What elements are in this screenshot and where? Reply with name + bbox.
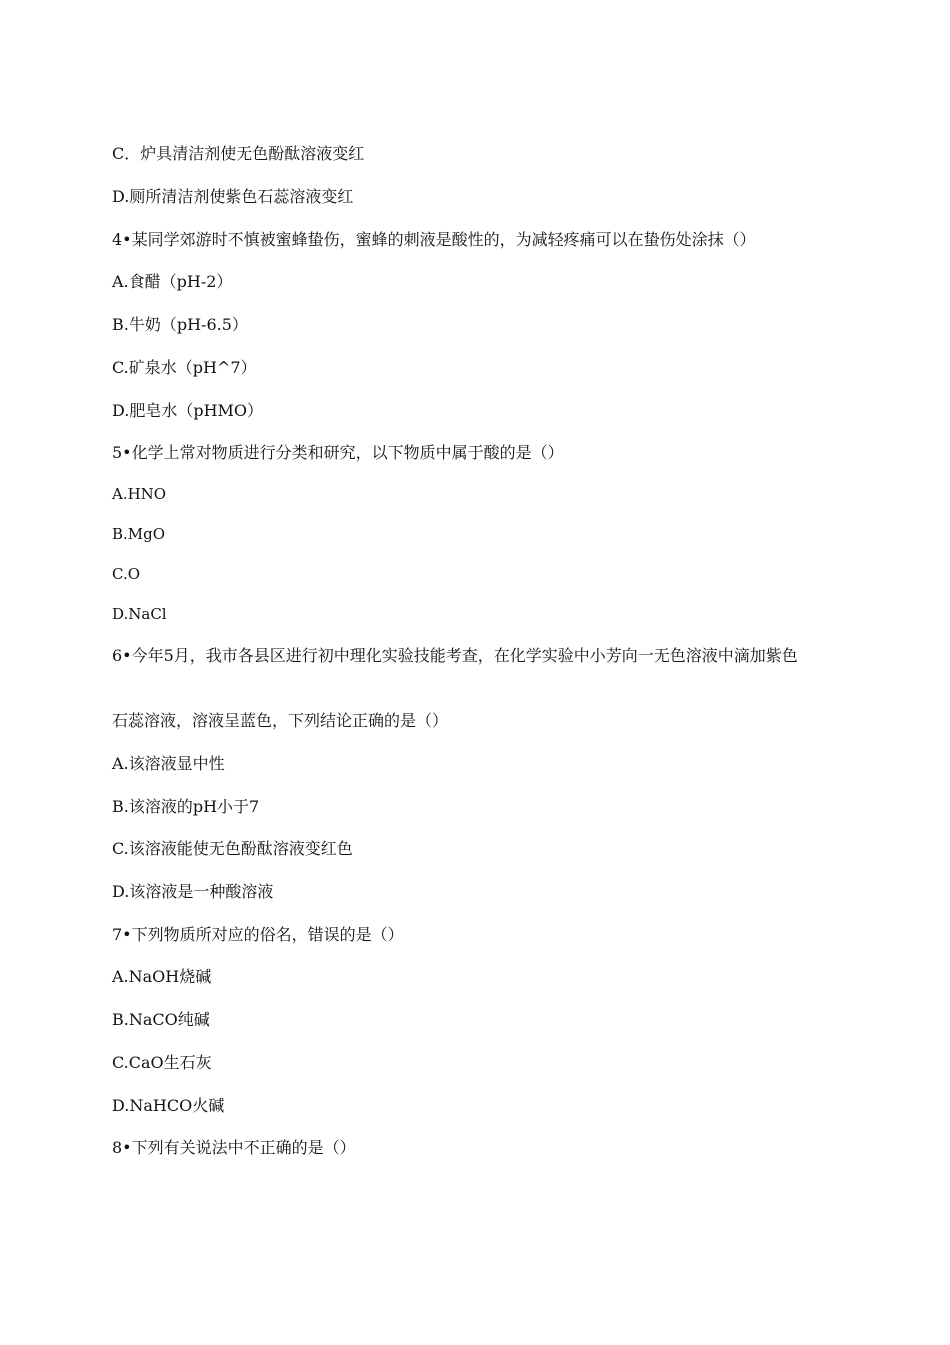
q6-option-a: A.该溶液显中性 — [112, 754, 225, 773]
q4-option-c: C.矿泉水（pH^7） — [112, 358, 257, 377]
q7-option-a: A.NaOH烧碱 — [112, 967, 212, 986]
q5-option-d: D.NaCl — [112, 605, 167, 623]
q4-option-b: B.牛奶（pH-6.5） — [112, 315, 248, 334]
q5-option-c: C.O — [112, 565, 141, 583]
option-d-toilet-cleaner: D.厕所清洁剂使紫色石蕊溶液变红 — [112, 187, 354, 206]
q7-option-b: B.NaCO纯碱 — [112, 1010, 210, 1029]
q6-option-d: D.该溶液是一种酸溶液 — [112, 882, 274, 901]
question-5: 5•化学上常对物质进行分类和研究，以下物质中属于酸的是（） — [112, 443, 564, 462]
question-6-continued: 石蕊溶液，溶液呈蓝色，下列结论正确的是（） — [112, 711, 449, 730]
option-c-stove-cleaner: C．炉具清洁剂使无色酚酞溶液变红 — [112, 144, 365, 163]
question-7: 7•下列物质所对应的俗名，错误的是（） — [112, 925, 404, 944]
q6-option-c: C.该溶液能使无色酚酞溶液变红色 — [112, 839, 353, 858]
q4-option-a: A.食醋（pH-2） — [112, 272, 233, 291]
q5-option-a: A.HNO — [112, 485, 167, 503]
q6-option-b: B.该溶液的pH小于7 — [112, 797, 260, 816]
q7-option-d: D.NaHCO火碱 — [112, 1096, 225, 1115]
q5-option-b: B.MgO — [112, 525, 166, 543]
question-6: 6•今年5月，我市各县区进行初中理化实验技能考查，在化学实验中小芳向一无色溶液中滴加紫色 — [112, 646, 798, 665]
q7-option-c: C.CaO生石灰 — [112, 1053, 212, 1072]
question-4: 4•某同学郊游时不慎被蜜蜂蛰伤，蜜蜂的刺液是酸性的，为减轻疼痛可以在蛰伤处涂抹（） — [112, 230, 756, 249]
q4-option-d: D.肥皂水（pHMO） — [112, 401, 264, 420]
question-8: 8•下列有关说法中不正确的是（） — [112, 1138, 356, 1157]
